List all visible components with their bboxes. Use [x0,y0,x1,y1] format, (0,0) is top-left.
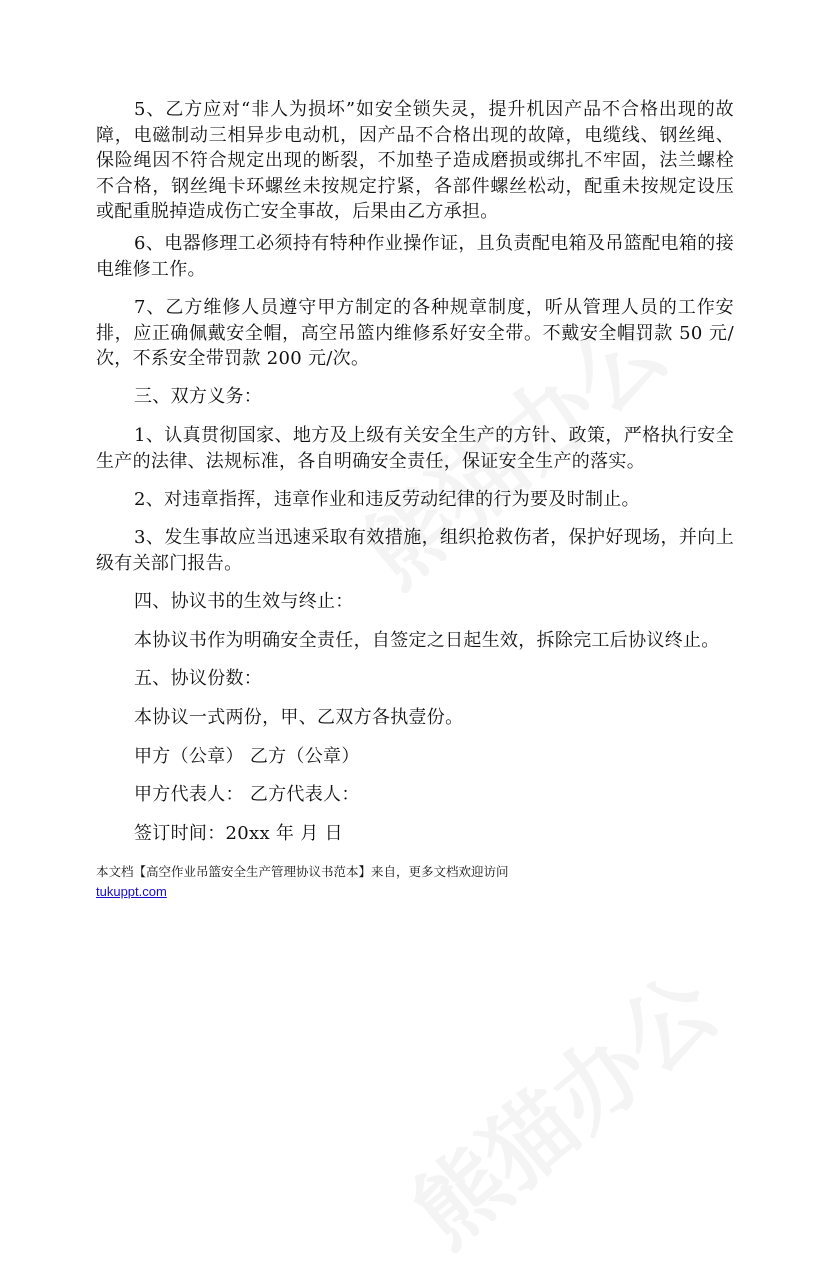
representative-line: 甲方代表人： 乙方代表人： [134,784,360,805]
footer-note: 本文档【高空作业吊篮安全生产管理协议书范本】来自，更多文档欢迎访问 [96,864,509,879]
clause-5: 5、乙方应对“非人为损坏”如安全锁失灵，提升机因产品不合格出现的故障，电磁制动三相异步电动机，因产品不合格出现的故障，电缆线、钢丝绳、保险绳因不符合规定出现的断裂，不加垫子造成磨损或绑扎不牢固，法兰螺栓不合格，钢丝绳卡环螺丝未按规定拧紧，各部件螺丝松动，配重未按规定设压或配重脱掉造成伤亡安全事故，后果由乙方承担。 [96,99,734,222]
seal-line: 甲方（公章） 乙方（公章） [134,746,360,767]
effectivity-clause: 本协议书作为明确安全责任，自签定之日起生效，拆除完工后协议终止。 [134,630,720,651]
section-3-heading: 三、双方义务： [134,386,263,407]
watermark [380,940,739,1271]
clause-6: 6、电器修理工必须持有特种作业操作证，且负责配电箱及吊篮配电箱的接电维修工作。 [96,233,734,280]
section-5-heading: 五、协议份数： [134,668,263,689]
duty-1: 1、认真贯彻国家、地方及上级有关安全生产的方针、政策，严格执行安全生产的法律、法规标准，各自明确安全责任，保证安全生产的落实。 [96,425,734,472]
duty-2: 2、对违章指挥，违章作业和违反劳动纪律的行为要及时制止。 [134,489,640,510]
copies-clause: 本协议一式两份，甲、乙双方各执壹份。 [134,707,464,728]
signing-date: 签订时间：20xx 年 月 日 [134,823,343,844]
duty-3: 3、发生事故应当迅速采取有效措施，组织抢救伤者，保护好现场，并向上级有关部门报告。 [96,527,734,574]
footer-link[interactable]: tukuppt.com [96,884,167,899]
section-4-heading: 四、协议书的生效与终止： [134,591,354,612]
clause-7: 7、乙方维修人员遵守甲方制定的各种规章制度，听从管理人员的工作安排，应正确佩戴安全帽，高空吊篮内维修系好安全带。不戴安全帽罚款 50 元/次，不系安全带罚款 200 元/次。 [96,297,734,369]
